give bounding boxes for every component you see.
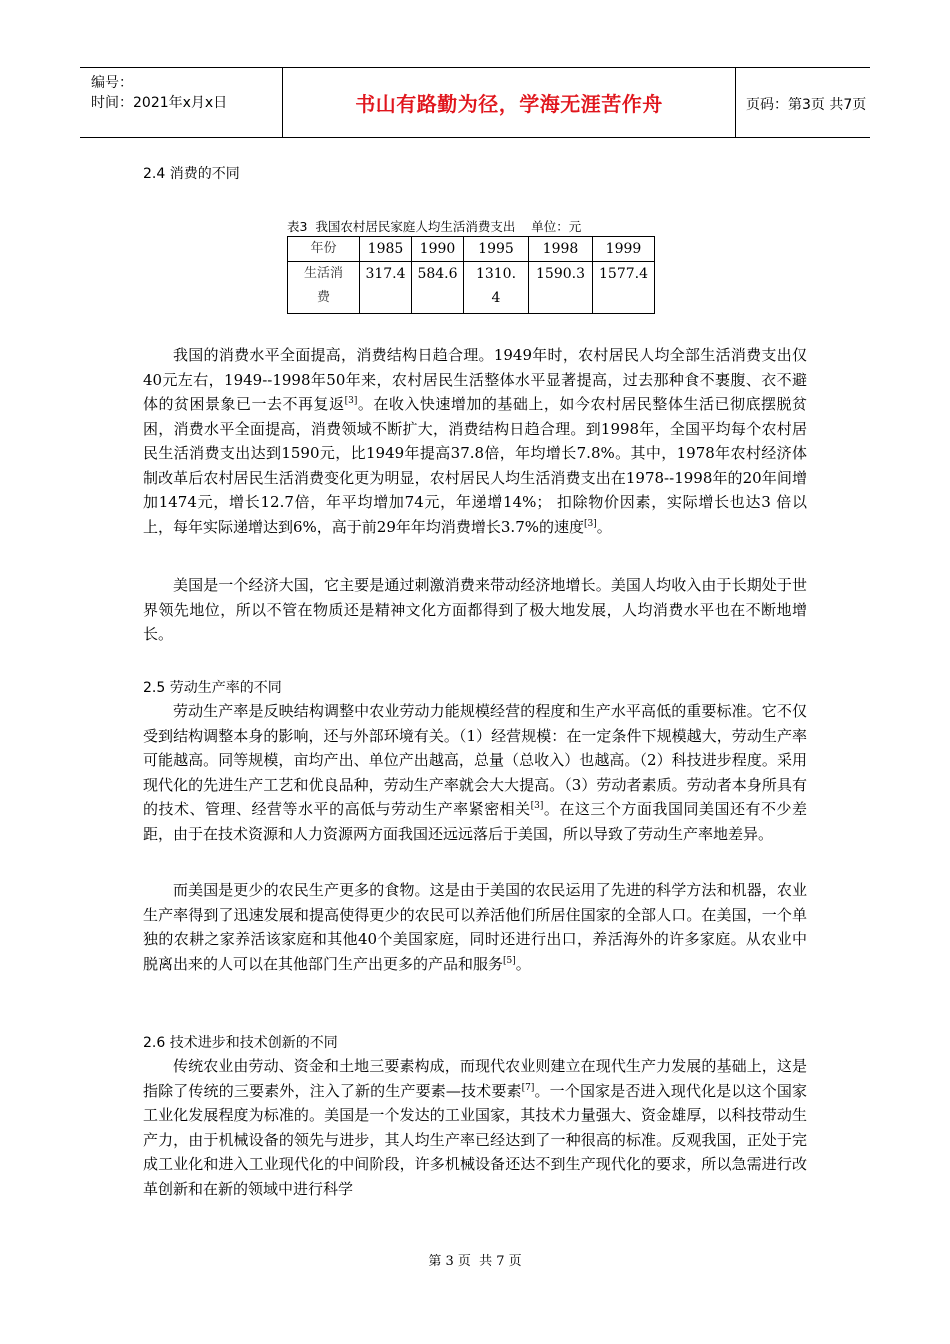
section-heading-2-6: 2.6 技术进步和技术创新的不同 — [143, 1035, 338, 1051]
paragraph-us-productivity — [143, 878, 807, 976]
table-row — [288, 262, 655, 314]
table-cell-value — [464, 262, 529, 314]
citation: [3] — [584, 518, 597, 529]
text-run: 我国的消费水平全面提高，消费结构日趋合理。1949年时，农村居民人均全部生活消费支出仅40元左右，1949--1998年50年来，农村居民生活整体水平显著提高，过去那种食不裹腹、衣不避体的贫困景象已一去不再复返 — [143, 346, 807, 413]
table-row-label-consumption — [288, 262, 360, 314]
text-run: 。一个国家是否进入现代化是以这个国家工业化发展程度为标准的。美国是一个发达的工业国家，其技术力量强大、资金雄厚，以科技带动生产力，由于机械设备的领先与进步，其人均生产率已经达到了一种很高的标准。反观我国，正处于完成工业化和进入工业现代化的中间阶段，许多机械设备还达不到生产现代化的要求，所以急需进行改革创新和在新的领域中进行科学 — [143, 1081, 807, 1198]
citation: [3] — [344, 396, 358, 406]
table-row-label-year: 年份 — [288, 237, 360, 262]
section-heading-2-4: 2.4 消费的不同 — [143, 166, 240, 182]
citation: [5] — [503, 955, 516, 966]
row-label-line: 生活消 — [303, 266, 343, 281]
page-footer: 第 3 页 共 7 页 — [428, 1254, 522, 1269]
paragraph-us-consumption: 美国是一个经济大国，它主要是通过刺激消费来带动经济地增长。美国人均收入由于长期处于世界领先地位，所以不管在物质还是精神文化方面都得到了极大地发展，人均消费水平也在不断地增长。 — [143, 576, 807, 643]
text-run: 。在收入快速增加的基础上，如今农村居民整体生活已彻底摆脱贫困，消费水平全面提高，消费领域不断扩大，消费结构日趋合理。到1998年，全国平均每个农村居民生活消费支出达到1590元，比1949年提高37.8倍，年均增长7.8%。其中，1978年农村经济体制改革后农村居民生活消费变化更为明显，农村居民人均生活消费支出在1978--1998年的20年间增加1474元，增长12.7倍，年平均增加74元，年递增14%； 扣除物价因素，实际增长也达3 倍以上，每年实际递增达到6%，高于前29年年均消费增长3.7%的速度 — [143, 395, 807, 536]
value-line: 1310. — [475, 266, 517, 282]
header-time: 时间：2021年x月x日 — [91, 95, 228, 111]
section-heading-2-5: 2.5 劳动生产率的不同 — [143, 680, 282, 696]
text-run: 。 — [515, 954, 531, 973]
paragraph-technology — [143, 1054, 807, 1201]
header-meta — [80, 68, 282, 137]
table-cell-value: 584.6 — [412, 262, 464, 314]
page-header — [80, 67, 870, 138]
table-cell-year: 1985 — [360, 237, 412, 262]
table-cell-value: 1590.3 — [529, 262, 593, 314]
text-run: 而美国是更少的农民生产更多的食物。这是由于美国的农民运用了先进的科学方法和机器，农业生产率得到了迅速发展和提高使得更少的农民可以养活他们所居住国家的全部人口。在美国，一个单独的农耕之家养活该家庭和其他40个美国家庭，同时还进行出口，养活海外的许多家庭。从农业中脱离出来的人可以在其他部门生产出更多的产品和服务 — [143, 881, 807, 973]
row-label-line: 费 — [316, 290, 330, 305]
table-row — [288, 237, 655, 262]
text-run: 劳动生产率是反映结构调整中农业劳动力能规模经营的程度和生产水平高低的重要标准。它不仅受到结构调整本身的影响，还与外部环境有关。（1）经营规模：在一定条件下规模越大，劳动生产率可能越高。同等规模，亩均产出、单位产出越高，总量（总收入）也越高。（2）科技进步程度。采用现代化的先进生产工艺和优良品种，劳动生产率就会大大提高。（3）劳动者素质。劳动者本身所具有的技术、管理、经营等水平的高低与劳动生产率紧密相关 — [143, 702, 807, 818]
paragraph-china-consumption — [143, 343, 807, 539]
paragraph-productivity — [143, 699, 807, 846]
header-page-info: 页码：第3页 共7页 — [746, 97, 867, 113]
text-run: 传统农业由劳动、资金和土地三要素构成，而现代农业则建立在现代生产力发展的基础上，这是指除了传统的三要素外，注入了新的生产要素—技术要素 — [143, 1057, 807, 1100]
consumption-table — [287, 236, 655, 314]
citation: [3] — [530, 801, 544, 811]
table-cell-value: 317.4 — [360, 262, 412, 314]
table-cell-year: 1998 — [529, 237, 593, 262]
table-caption: 表3 我国农村居民家庭人均生活消费支出 单位：元 — [287, 219, 582, 234]
table-cell-year: 1995 — [464, 237, 529, 262]
table-cell-year: 1999 — [593, 237, 655, 262]
citation: [7] — [521, 1082, 535, 1093]
text-run: 。 — [596, 517, 612, 536]
text-run: 。在这三个方面我国同美国还有不少差距，由于在技术资源和人力资源两方面我国还远远落后于美国，所以导致了劳动生产率地差异。 — [143, 800, 807, 843]
value-line: 4 — [491, 290, 501, 306]
header-number: 编号： — [91, 75, 133, 91]
table-cell-value: 1577.4 — [593, 262, 655, 314]
header-motto: 书山有路勤为径，学海无涯苦作舟 — [282, 68, 736, 137]
table-cell-year: 1990 — [412, 237, 464, 262]
